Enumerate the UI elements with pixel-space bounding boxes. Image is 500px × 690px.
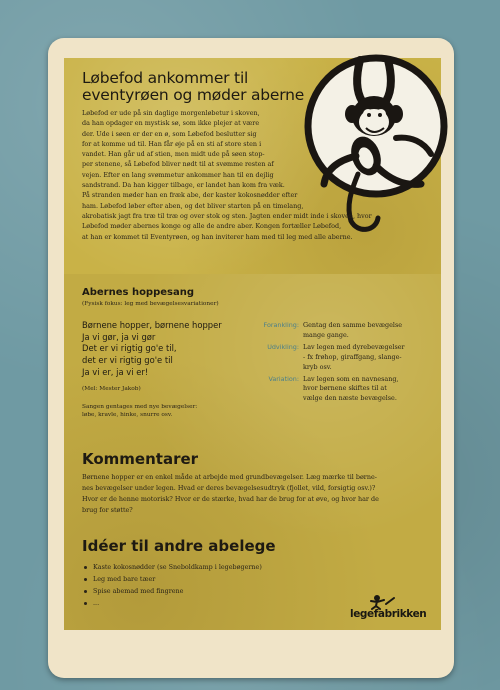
intro-line: at han er kommet til Eventyrøen, og han inviterer ham med til leg med alle aberne.	[82, 232, 353, 241]
song-note-line: Sangen gentages med nye bevægelser:	[82, 404, 198, 410]
ideer-list	[82, 561, 342, 609]
variation-text-line: Lav legen med dyrebevægelser	[303, 342, 405, 351]
kommentarer-line: Hvor er de henne motorisk? Hvor er de stærke, hvad har de brug for at øve, og hvor har de	[82, 495, 379, 503]
variation-label: Forankling:	[263, 321, 299, 329]
bullet-icon	[84, 566, 87, 569]
melody-credit: (Mel: Mester Jakob)	[82, 386, 141, 392]
list-item-text: ...	[93, 599, 100, 607]
song-title: Abernes hoppesang	[82, 287, 195, 298]
variation-text-line: kryb osv.	[303, 362, 332, 371]
intro-line: per stenene, så Løbefod bliver nødt til at svømme resten af	[82, 160, 274, 169]
title-line-1: Løbefod ankommer til	[82, 69, 249, 87]
intro-line: akrobatisk jagt fra træ til træ og over stok og sten. Jagten ender midt inde i skoven, hvor	[82, 211, 372, 220]
intro-line: ham. Løbefod løber efter aben, og det bliver starten på en timelang,	[82, 201, 304, 210]
variation-text-line: vælge den næste bevægelse.	[303, 394, 397, 403]
list-item	[82, 597, 342, 609]
intro-line: for at komme ud til. Han får øje på en sti af store sten i	[82, 139, 262, 148]
list-item	[82, 561, 342, 573]
list-item	[82, 585, 342, 597]
bullet-icon	[84, 578, 87, 581]
list-item-text: Spise abemad med fingrene	[93, 587, 184, 595]
list-item-text: Kaste kokosnødder (se Sneboldkamp i legebøgerne)	[93, 563, 262, 571]
variation-label: Variation:	[268, 374, 299, 383]
variation-text-line: hvor børnene skiftes til at	[303, 384, 387, 393]
song-note	[82, 404, 262, 419]
intro-line: sandstrand. Da han kigger tilbage, er landet han kom fra væk.	[82, 181, 285, 190]
song-line: det er vi rigtig go'e til	[82, 355, 173, 366]
list-item	[82, 573, 342, 585]
intro-line: Løbefod er ude på sin daglige morgenløbetur i skoven,	[82, 109, 260, 117]
song-subtitle: (Fysisk fokus: leg med bevægelsesvariationer)	[82, 301, 219, 307]
song-lyrics	[82, 320, 262, 379]
intro-line: der. Ude i søen er der en ø, som Løbefod beslutter sig	[82, 129, 257, 138]
variation-udvikling	[258, 343, 438, 373]
intro-line: da han opdager en mystisk sø, som ikke plejer at være	[82, 119, 260, 128]
bullet-icon	[84, 602, 87, 605]
intro-line: vejen. Efter en lang svømmetur ankommer han til en dejlig	[82, 170, 274, 179]
variation-label: Udvikling:	[267, 342, 299, 351]
variation-text-line: Gentag den samme bevægelse	[303, 321, 403, 329]
kommentarer-text	[82, 472, 432, 516]
variation-text	[303, 321, 433, 341]
bullet-icon	[84, 590, 87, 593]
ideer-heading: Idéer til andre abelege	[82, 537, 276, 555]
kommentarer-line: nes bevægelser under legen. Hvad er deres bevægelsesudtryk (fjollet, vild, forsigtig osv.)?	[82, 484, 376, 492]
song-line: Det er vi rigtig go'e til,	[82, 343, 177, 354]
song-note-line: løbe, kravle, hinke, snurre osv.	[82, 411, 173, 418]
kommentarer-heading: Kommentarer	[82, 450, 199, 468]
variation-text	[303, 343, 433, 373]
kommentarer-line: brug for støtte?	[82, 506, 133, 514]
song-line: Ja vi gør, ja vi gør	[82, 331, 156, 342]
title-line-2: eventyrøen og møder aberne	[82, 86, 305, 104]
song-line: Børnene hopper, børnene hopper	[82, 320, 222, 330]
variation-text-line: mange gange.	[303, 330, 349, 339]
variation-variation	[258, 375, 438, 405]
logo-text: legefabrikken	[350, 608, 427, 620]
kommentarer-line: Børnene hopper er en enkel måde at arbejde med grundbevægelser. Læg mærke til børne-	[82, 473, 377, 481]
song-line: Ja vi er, ja vi er!	[82, 366, 149, 377]
page-title	[82, 70, 312, 104]
list-item-text: Leg med bare tæer	[93, 575, 156, 583]
legefabrikken-logo	[350, 594, 430, 624]
intro-text	[82, 108, 432, 242]
variation-forankling	[258, 321, 438, 341]
intro-line: vandet. Han går ud af stien, men midt ude på søen stop-	[82, 150, 265, 159]
variation-text-line: Lav legen som en navnesang,	[303, 374, 399, 383]
variation-text-line: - fx frøhop, giraffgang, slange-	[303, 352, 402, 361]
variations-list	[258, 321, 438, 404]
variation-text	[303, 375, 433, 405]
intro-line: På stranden møder han en fræk abe, der kaster kokosnødder efter	[82, 191, 298, 200]
intro-line: Løbefod møder abernes konge og alle de andre aber. Kongen fortæller Løbefod,	[82, 222, 342, 231]
